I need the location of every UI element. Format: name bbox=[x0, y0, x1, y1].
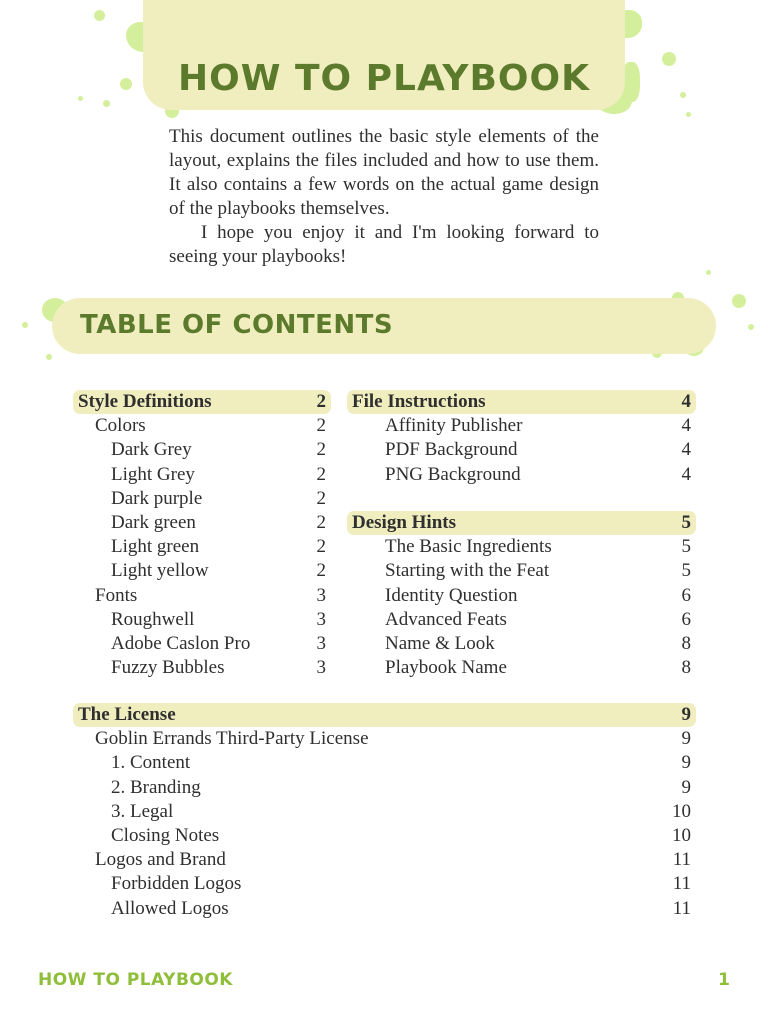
toc-item-label: Roughwell bbox=[111, 608, 195, 630]
toc-item-label: The Basic Ingredients bbox=[385, 536, 552, 558]
toc-item-label: Starting with the Feat bbox=[385, 560, 550, 582]
intro-text bbox=[169, 125, 599, 269]
toc-item-dark-purple[interactable] bbox=[73, 487, 331, 511]
toc-page-number: 2 bbox=[316, 511, 326, 533]
toc-item-label: Name & Look bbox=[385, 632, 495, 654]
toc-item-fonts[interactable] bbox=[73, 584, 331, 608]
toc-item-label: Light green bbox=[111, 536, 200, 558]
toc-section-label: Design Hints bbox=[352, 511, 456, 533]
toc-page-number: 8 bbox=[681, 632, 691, 654]
toc-page-number: 10 bbox=[672, 800, 691, 822]
toc-item-label: Advanced Feats bbox=[385, 608, 507, 630]
toc-item-identity-question[interactable] bbox=[347, 584, 696, 608]
toc-item-pdf-background[interactable] bbox=[347, 438, 696, 462]
toc-item-forbidden-logos[interactable] bbox=[73, 872, 696, 896]
toc-section-label: Style Definitions bbox=[78, 391, 212, 412]
toc-item-third-party-license[interactable] bbox=[73, 727, 696, 751]
toc-item-label: Dark Grey bbox=[111, 439, 192, 461]
toc-item-advanced-feats[interactable] bbox=[347, 608, 696, 632]
footer-title: HOW TO PLAYBOOK bbox=[38, 970, 233, 990]
page-title: HOW TO PLAYBOOK bbox=[177, 58, 591, 99]
toc-page-number: 4 bbox=[681, 439, 691, 461]
toc-page-number: 5 bbox=[681, 536, 691, 558]
toc-section-label: File Instructions bbox=[352, 391, 486, 412]
toc-page-number: 4 bbox=[681, 463, 691, 485]
toc-section-label: The License bbox=[78, 704, 176, 725]
toc-item-label: Fonts bbox=[95, 584, 138, 606]
toc-item-label: Fuzzy Bubbles bbox=[111, 657, 225, 679]
toc-item-legal[interactable] bbox=[73, 800, 696, 824]
toc-page-number: 2 bbox=[316, 415, 326, 437]
toc-item-png-background[interactable] bbox=[347, 463, 696, 487]
toc-item-dark-grey[interactable] bbox=[73, 438, 331, 462]
toc-item-label: PNG Background bbox=[385, 463, 521, 485]
toc-item-label: Allowed Logos bbox=[111, 897, 229, 919]
toc-spacer bbox=[347, 487, 696, 511]
toc-item-light-grey[interactable] bbox=[73, 463, 331, 487]
toc-item-light-yellow[interactable] bbox=[73, 559, 331, 583]
toc-item-label: Affinity Publisher bbox=[385, 415, 523, 437]
toc-item-affinity-publisher[interactable] bbox=[347, 414, 696, 438]
toc-page-number: 3 bbox=[316, 584, 326, 606]
toc-page-number: 9 bbox=[681, 704, 691, 725]
toc-column-license bbox=[73, 703, 696, 921]
toc-item-label: Closing Notes bbox=[111, 824, 220, 846]
toc-item-allowed-logos[interactable] bbox=[73, 897, 696, 921]
toc-item-adobe-caslon-pro[interactable] bbox=[73, 632, 331, 656]
toc-item-basic-ingredients[interactable] bbox=[347, 535, 696, 559]
toc-item-label: 1. Content bbox=[111, 752, 191, 774]
toc-page-number: 10 bbox=[672, 824, 691, 846]
toc-page-number: 3 bbox=[316, 608, 326, 630]
toc-item-branding[interactable] bbox=[73, 776, 696, 800]
toc-item-closing-notes[interactable] bbox=[73, 824, 696, 848]
toc-page-number: 9 bbox=[681, 776, 691, 798]
toc-item-label: Goblin Errands Third-Party License bbox=[95, 728, 369, 750]
toc-page-number: 11 bbox=[672, 849, 691, 871]
toc-item-playbook-name[interactable] bbox=[347, 656, 696, 680]
toc-item-label: 2. Branding bbox=[111, 776, 201, 798]
toc-page-number: 2 bbox=[316, 487, 326, 509]
toc-page-number: 9 bbox=[681, 728, 691, 750]
toc-item-label: Colors bbox=[95, 415, 146, 437]
toc-page-number: 6 bbox=[681, 608, 691, 630]
toc-item-light-green[interactable] bbox=[73, 535, 331, 559]
toc-item-label: Dark purple bbox=[111, 487, 203, 509]
toc-item-label: Identity Question bbox=[385, 584, 518, 606]
toc-item-content[interactable] bbox=[73, 751, 696, 775]
footer-page-number: 1 bbox=[718, 970, 730, 990]
toc-item-dark-green[interactable] bbox=[73, 511, 331, 535]
toc-page-number: 5 bbox=[681, 511, 691, 533]
toc-item-label: Playbook Name bbox=[385, 657, 507, 679]
toc-page-number: 5 bbox=[681, 560, 691, 582]
toc-page-number: 2 bbox=[316, 463, 326, 485]
toc-item-label: Light Grey bbox=[111, 463, 195, 485]
intro-paragraph: I hope you enjoy it and I'm looking forward to seeing your playbooks! bbox=[169, 222, 599, 267]
toc-item-roughwell[interactable] bbox=[73, 608, 331, 632]
toc-item-label: Dark green bbox=[111, 511, 196, 533]
toc-page-number: 11 bbox=[672, 873, 691, 895]
toc-page-number: 2 bbox=[316, 439, 326, 461]
toc-item-label: Forbidden Logos bbox=[111, 873, 242, 895]
toc-section-style-definitions[interactable] bbox=[73, 390, 331, 414]
intro-paragraph: This document outlines the basic style elements of the layout, explains the files included and how to use them. It also contains a few words on the actual game design of the playbooks themselves. bbox=[169, 126, 599, 219]
toc-page-number: 6 bbox=[681, 584, 691, 606]
toc-title: TABLE OF CONTENTS bbox=[80, 310, 394, 340]
toc-page-number: 2 bbox=[316, 536, 326, 558]
toc-item-label: Light yellow bbox=[111, 560, 209, 582]
toc-item-fuzzy-bubbles[interactable] bbox=[73, 656, 331, 680]
toc-item-label: Adobe Caslon Pro bbox=[111, 632, 251, 654]
toc-item-logos-and-brand[interactable] bbox=[73, 848, 696, 872]
toc-item-label: Logos and Brand bbox=[95, 849, 226, 871]
toc-item-colors[interactable] bbox=[73, 414, 331, 438]
toc-item-starting-with-the-feat[interactable] bbox=[347, 559, 696, 583]
toc-page-number: 3 bbox=[316, 632, 326, 654]
toc-page-number: 2 bbox=[316, 391, 326, 412]
toc-section-design-hints[interactable] bbox=[347, 511, 696, 535]
toc-item-name-and-look[interactable] bbox=[347, 632, 696, 656]
toc-page-number: 3 bbox=[316, 657, 326, 679]
toc-page-number: 8 bbox=[681, 657, 691, 679]
toc-column-right bbox=[347, 390, 696, 680]
toc-page-number: 4 bbox=[681, 415, 691, 437]
toc-section-license[interactable] bbox=[73, 703, 696, 727]
toc-section-file-instructions[interactable] bbox=[347, 390, 696, 414]
toc-page-number: 2 bbox=[316, 560, 326, 582]
toc-item-label: PDF Background bbox=[385, 439, 518, 461]
toc-column-left bbox=[73, 390, 331, 680]
toc-page-number: 9 bbox=[681, 752, 691, 774]
toc-page-number: 11 bbox=[672, 897, 691, 919]
toc-page-number: 4 bbox=[681, 391, 691, 412]
toc-item-label: 3. Legal bbox=[111, 800, 174, 822]
